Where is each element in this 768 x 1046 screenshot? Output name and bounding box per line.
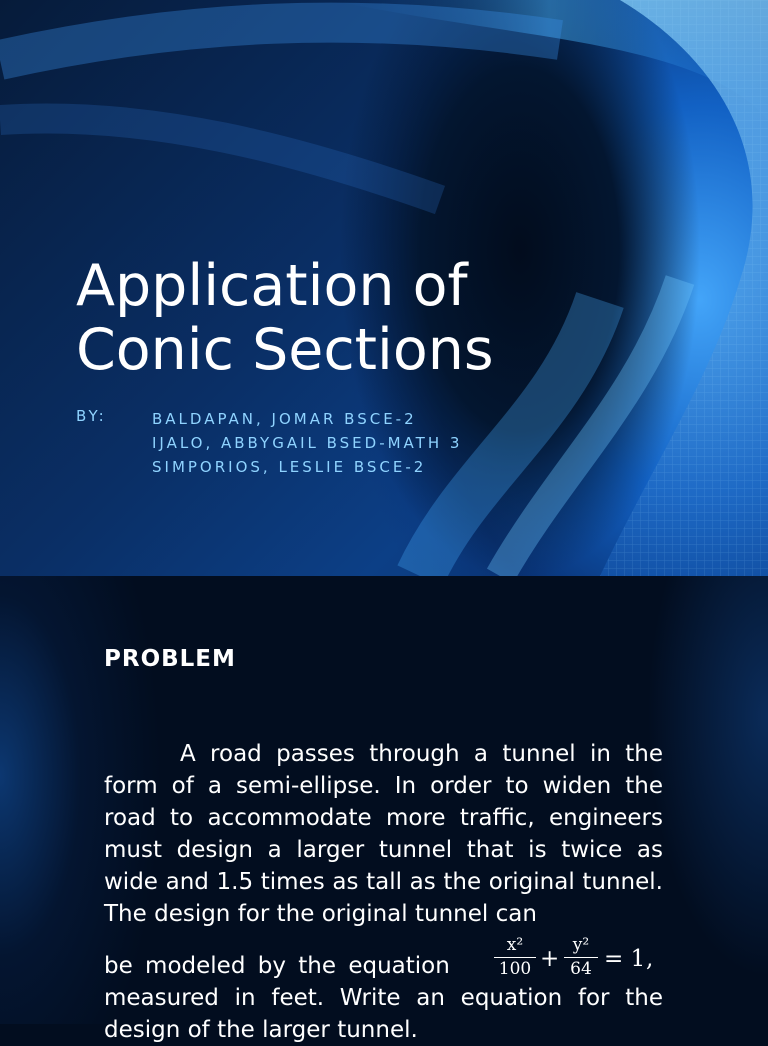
fraction-numerator: y² — [564, 934, 598, 958]
problem-heading: PROBLEM — [104, 646, 236, 672]
plus-sign: + — [540, 946, 560, 972]
fraction-denominator: 100 — [498, 959, 532, 979]
fraction-y — [564, 934, 598, 980]
problem-paragraph-continued: measured in feet. Write an equation for the design of the larger tunnel. — [104, 985, 663, 1043]
author-name: IJALO, ABBYGAIL BSED-MATH 3 — [152, 434, 463, 452]
equals-one: = 1 — [604, 946, 646, 972]
author-name: BALDAPAN, JOMAR BSCE-2 — [152, 410, 417, 428]
trailing-comma: , — [646, 946, 654, 972]
problem-slide — [0, 576, 768, 1043]
slide-title — [76, 254, 576, 382]
fraction-x — [494, 934, 536, 980]
fraction-numerator: x² — [494, 934, 536, 958]
by-label: BY: — [76, 407, 107, 425]
equation-line — [104, 932, 663, 986]
title-line-2: Conic Sections — [76, 317, 494, 383]
fraction-denominator: 64 — [570, 959, 592, 979]
author-name: SIMPORIOS, LESLIE BSCE-2 — [152, 458, 427, 476]
title-line-1: Application of — [76, 253, 468, 319]
author-list — [152, 407, 462, 479]
problem-paragraph — [104, 738, 663, 930]
problem-text: A road passes through a tunnel in the form of a semi-ellipse. In order to widen the road to accommodate more traffic, engineers must design a larger tunnel that is twice as wide and 1.5 times as tall as the original tunnel. The design for the original tunnel can — [104, 741, 663, 927]
equation-lead-text: be modeled by the equation — [104, 953, 450, 979]
